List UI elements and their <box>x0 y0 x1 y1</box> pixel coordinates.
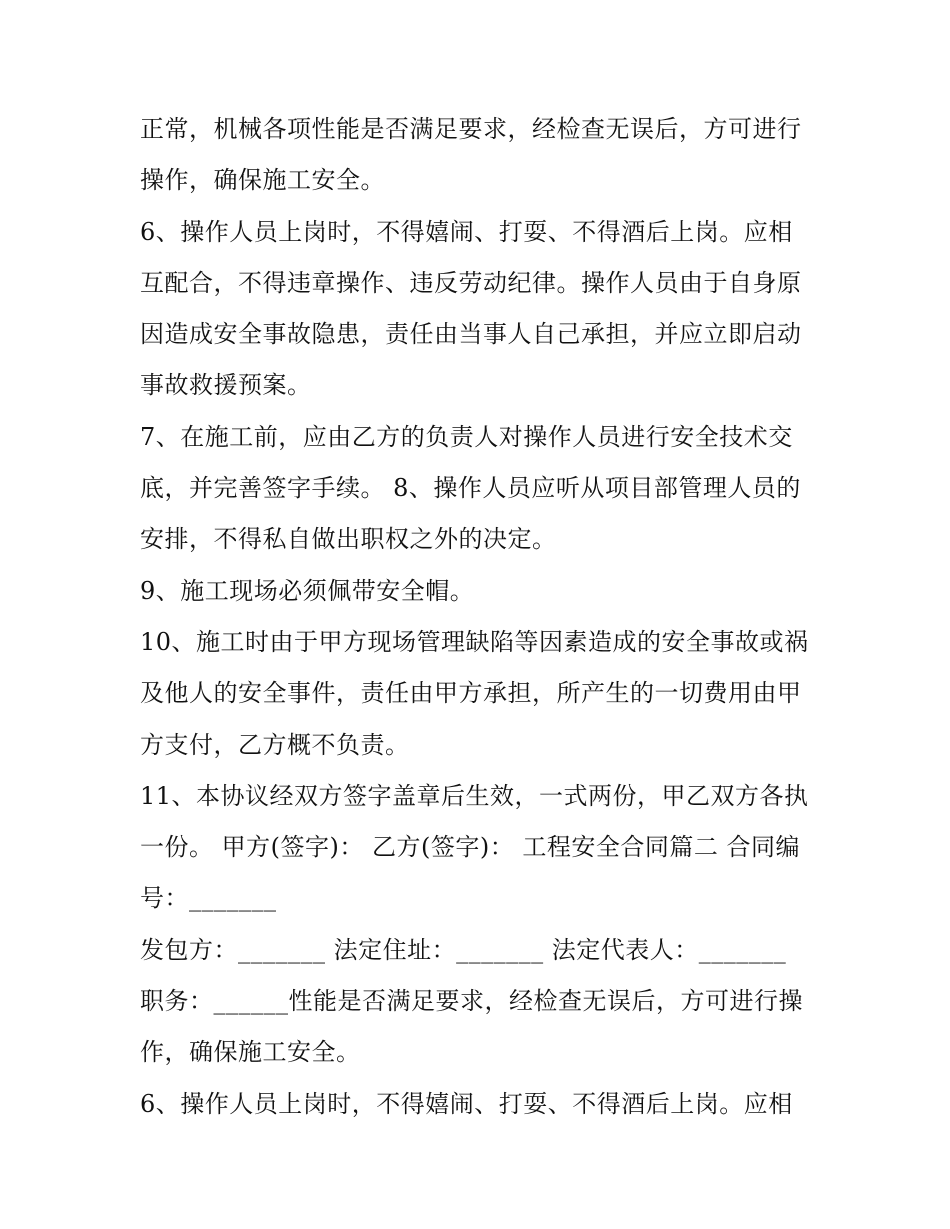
text-line: 事故救援预案。 <box>140 371 312 400</box>
text-line: 9、施工现场必须佩带安全帽。 <box>140 576 475 605</box>
text-line: 安排，不得私自做出职权之外的决定。 <box>140 525 557 554</box>
text-line: 7、在施工前，应由乙方的负责人对操作人员进行安全技术交 <box>140 422 793 451</box>
text-line: 6、操作人员上岗时，不得嬉闹、打耍、不得酒后上岗。应相 <box>140 217 793 246</box>
text-line: 发包方：_______ 法定住址：_______ 法定代表人：_______ <box>140 935 787 964</box>
text-line: 一份。 甲方(签字)： 乙方(签字)： 工程安全合同篇二 合同编 <box>140 833 800 862</box>
document-body <box>140 104 820 1130</box>
text-line: 作，确保施工安全。 <box>140 1038 361 1067</box>
text-line: 因造成安全事故隐患，责任由当事人自己承担，并应立即启动 <box>140 320 802 349</box>
text-line: 11、本协议经双方签字盖章后生效，一式两份，甲乙双方各执 <box>140 781 809 810</box>
text-line: 互配合，不得违章操作、违反劳动纪律。操作人员由于自身原 <box>140 268 802 297</box>
text-line: 6、操作人员上岗时，不得嬉闹、打耍、不得酒后上岗。应相 <box>140 1089 793 1118</box>
text-line: 正常，机械各项性能是否满足要求，经检查无误后，方可进行 <box>140 115 802 143</box>
text-line: 及他人的安全事件，责任由甲方承担，所产生的一切费用由甲 <box>140 679 802 708</box>
text-line: 10、施工时由于甲方现场管理缺陷等因素造成的安全事故或祸 <box>140 627 809 656</box>
text-line: 操作，确保施工安全。 <box>140 166 385 195</box>
text-line: 号：_______ <box>140 884 277 913</box>
text-line: 方支付，乙方概不负责。 <box>140 730 410 759</box>
text-line: 底，并完善签字手续。 8、操作人员应听从项目部管理人员的 <box>140 474 801 503</box>
text-line: 职务：______性能是否满足要求，经检查无误后，方可进行操 <box>140 987 803 1016</box>
